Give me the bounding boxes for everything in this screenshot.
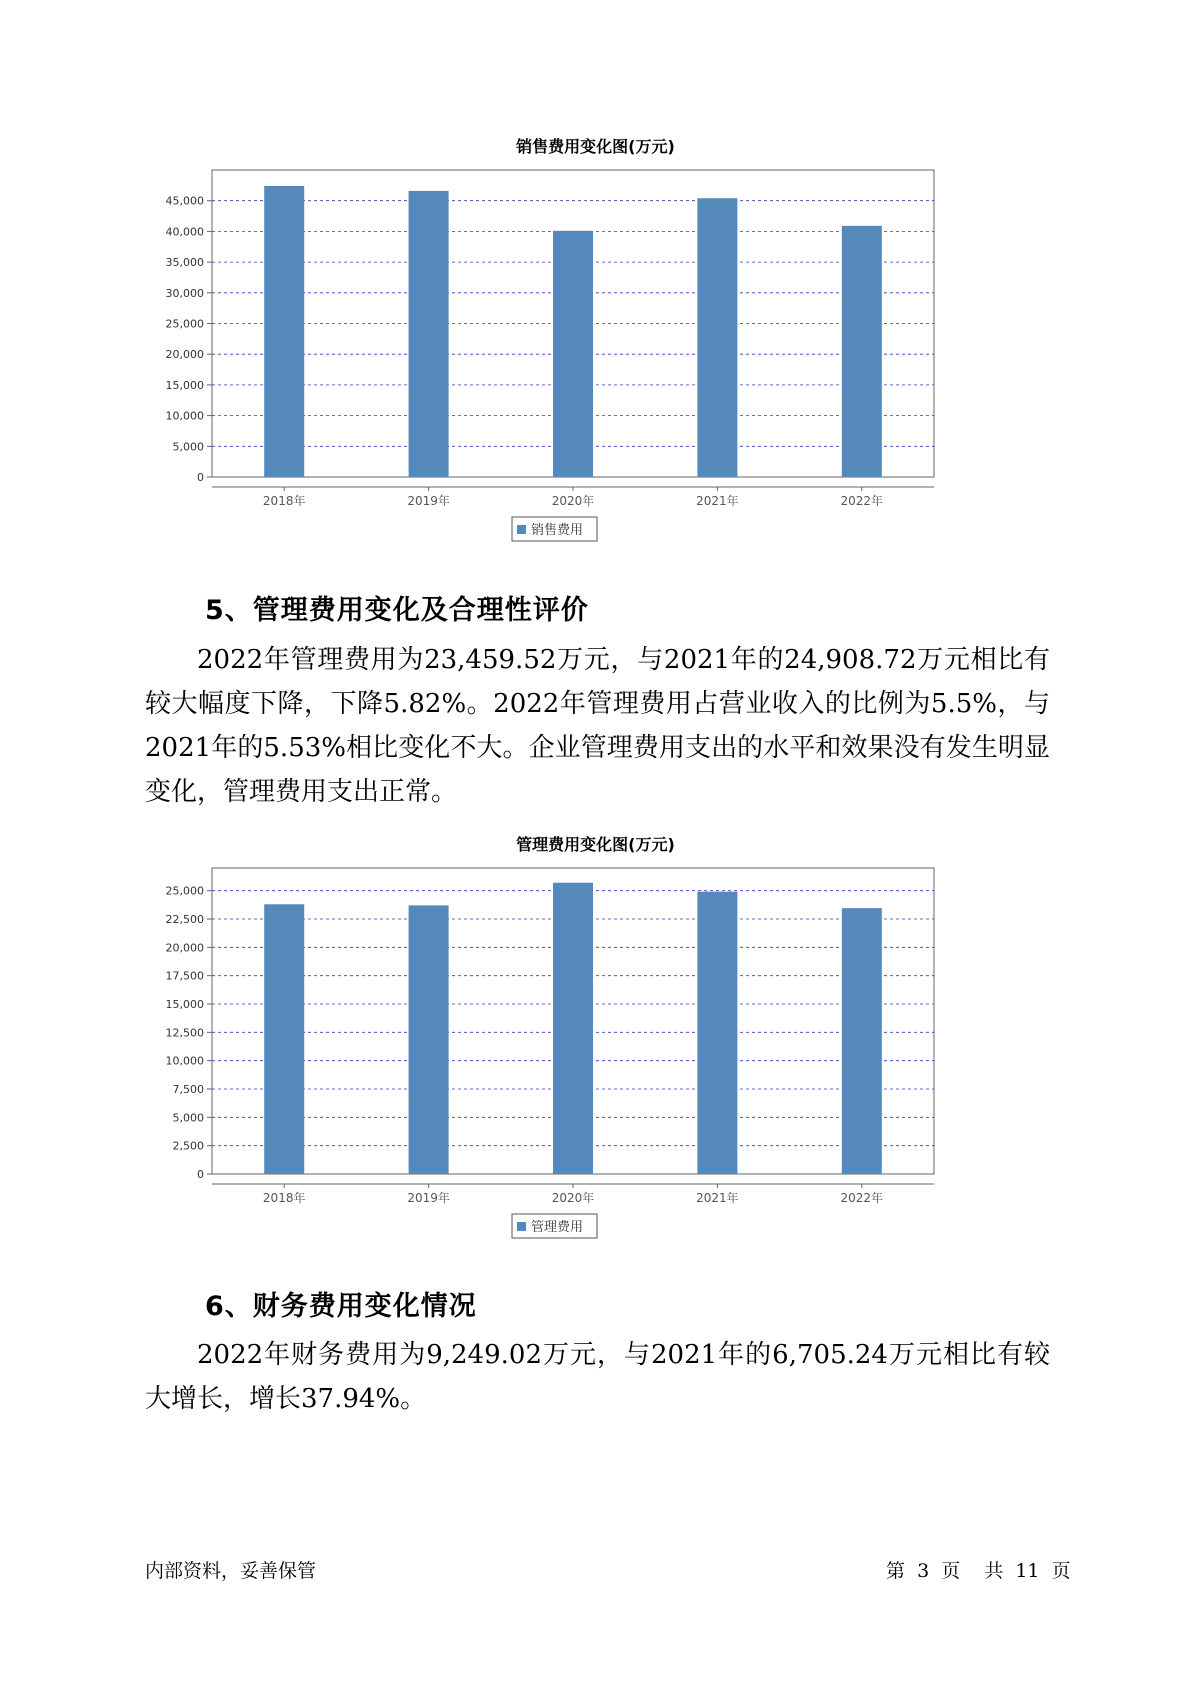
section-5-paragraph: 2022年管理费用为23,459.52万元，与2021年的24,908.72万元相比有较大幅度下降，下降5.82%。2022年管理费用占营业收入的比例为5.5%，与2021年的5.53%相比变化不大。企业管理费用支出的水平和效果没有发生明显变化，管理费用支出正常。 [145,645,1050,807]
x-tick-label: 2018年 [262,494,306,508]
y-tick-label: 2,500 [172,1139,204,1153]
legend-label: 销售费用 [531,523,584,538]
bar [697,892,737,1174]
footer-confidential-note: 内部资料，妥善保管 [145,1560,317,1582]
y-tick-label: 10,000 [165,409,204,423]
y-tick-label: 25,000 [165,317,204,331]
legend [512,1214,597,1238]
y-tick-label: 22,500 [165,913,204,926]
total-pages: 11 [1015,1560,1040,1582]
section-6-heading: 6、财务费用变化情况 [205,1291,477,1322]
x-tick-label: 2019年 [407,1191,450,1205]
bar [842,226,882,477]
x-tick-label: 2018年 [262,1191,306,1205]
y-tick-label: 35,000 [165,256,204,270]
x-tick-label: 2022年 [840,494,884,508]
bar [842,908,882,1174]
page-prefix: 第 [886,1560,906,1582]
x-tick-label: 2020年 [551,1191,595,1205]
legend-swatch [517,1222,526,1231]
y-tick-label: 5,000 [172,1111,204,1125]
legend [512,517,597,541]
y-tick-label: 0 [197,1168,204,1181]
page-unit: 页 [941,1560,961,1582]
y-tick-label: 25,000 [165,884,204,898]
page-number [886,1556,1077,1583]
y-tick-label: 5,000 [172,440,204,454]
bar [553,883,593,1174]
legend-label: 管理费用 [531,1220,584,1235]
y-tick-label: 20,000 [165,348,204,362]
total-unit: 页 [1051,1560,1071,1582]
y-tick-label: 20,000 [165,941,204,955]
y-tick-label: 17,500 [165,969,204,983]
y-tick-label: 7,500 [172,1083,204,1096]
y-tick-label: 0 [197,471,204,484]
x-tick-label: 2021年 [696,1191,739,1205]
page-current: 3 [917,1560,930,1582]
bar [409,905,449,1174]
y-tick-label: 15,000 [165,378,204,392]
bar [697,198,737,477]
y-tick-label: 40,000 [165,225,204,239]
x-tick-label: 2021年 [696,494,739,508]
sales-expense-chart [0,150,1191,570]
bar [409,191,449,477]
x-tick-label: 2022年 [840,1191,884,1205]
x-tick-label: 2020年 [551,494,595,508]
x-tick-label: 2019年 [407,494,450,508]
y-tick-label: 30,000 [165,286,204,300]
y-tick-label: 45,000 [165,194,204,208]
chart-title-sales: 销售费用变化图(万元) [516,137,675,156]
chart-title-admin: 管理费用变化图(万元) [516,835,675,854]
y-tick-label: 10,000 [165,1054,204,1068]
bar [264,186,304,477]
bar [553,231,593,477]
bar [264,904,304,1174]
section-6-paragraph: 2022年财务费用为9,249.02万元，与2021年的6,705.24万元相比有较大增长，增长37.94%。 [145,1340,1050,1414]
y-tick-label: 12,500 [165,1026,204,1040]
section-5-heading: 5、管理费用变化及合理性评价 [205,595,589,626]
total-prefix: 共 [984,1560,1004,1582]
admin-expense-chart [0,848,1191,1268]
y-tick-label: 15,000 [165,998,204,1011]
legend-swatch [517,525,526,534]
